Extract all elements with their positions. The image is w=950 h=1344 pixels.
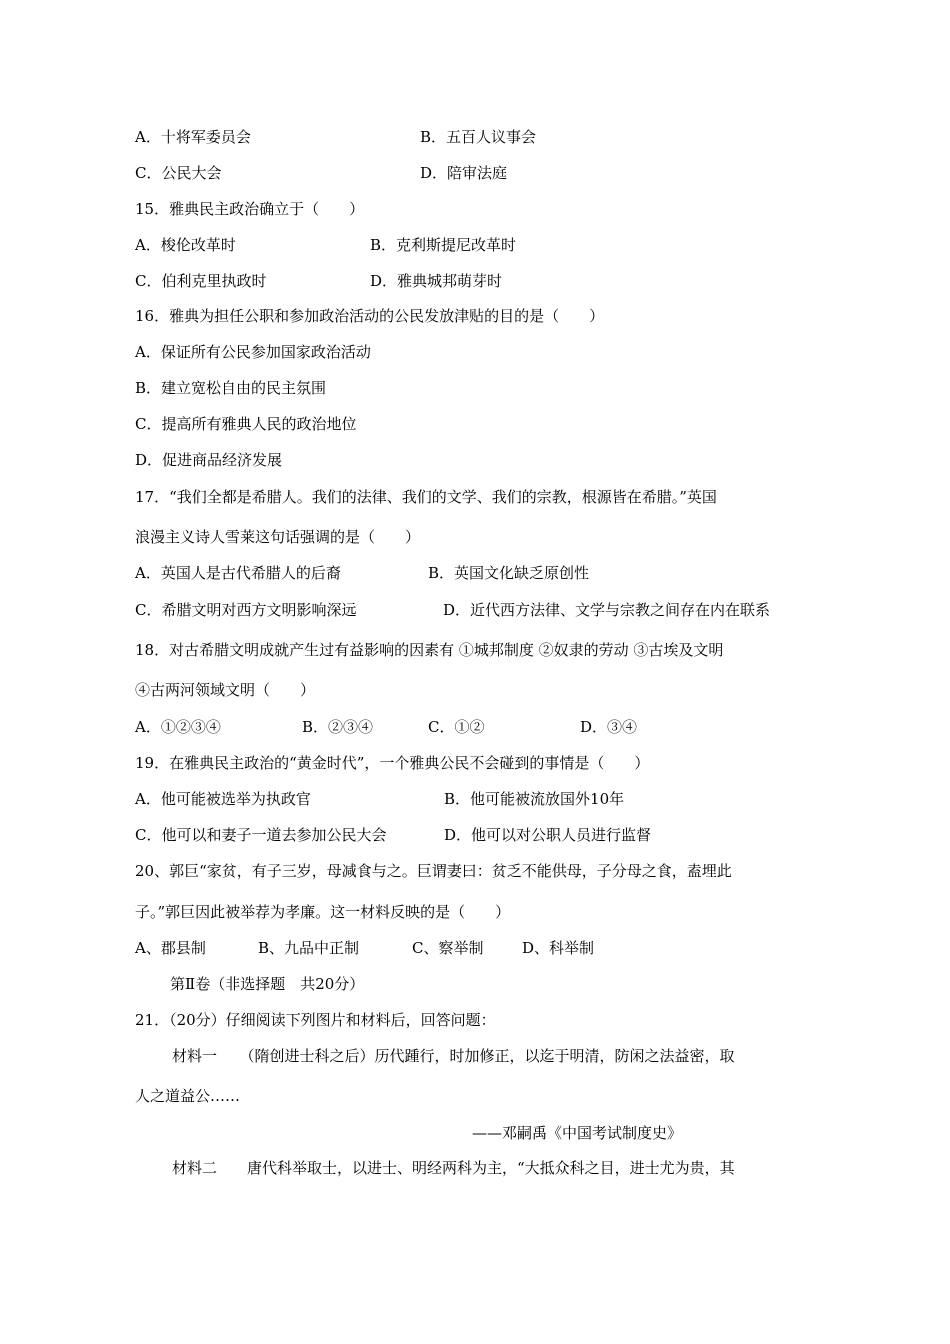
q18-option-d: D．③④ (580, 718, 638, 736)
q14-option-c: C．公民大会 (135, 164, 222, 182)
q21-material1-line2: 人之道益公…… (135, 1087, 241, 1105)
q15-option-b: B．克利斯提尼改革时 (370, 236, 517, 254)
q20-stem-line2: 子。”郭巨因此被举荐为孝廉。这一材料反映的是（ ） (135, 903, 511, 921)
q19-option-d: D．他可以对公职人员进行监督 (444, 826, 652, 844)
q21-material1-line1: 材料一 （隋创进士科之后）历代踵行，时加修正，以迄于明清，防闲之法益密，取 (172, 1047, 735, 1065)
q16-option-d: D．促进商品经济发展 (135, 451, 283, 469)
q17-stem-line2: 浪漫主义诗人雪莱这句话强调的是（ ） (135, 528, 421, 546)
q18-option-a: A．①②③④ (135, 718, 221, 736)
q14-option-d: D．陪审法庭 (420, 164, 508, 182)
q17-option-c: C．希腊文明对西方文明影响深远 (135, 601, 357, 619)
q19-option-b: B．他可能被流放国外10年 (444, 790, 625, 808)
q20-option-c: C、察举制 (412, 939, 484, 957)
q18-stem-line1: 18．对古希腊文明成就产生过有益影响的因素有 ①城邦制度 ②奴隶的劳动 ③古埃及文明 (135, 641, 724, 659)
q19-stem: 19．在雅典民主政治的“黄金时代”，一个雅典公民不会碰到的事情是（ ） (135, 754, 650, 772)
q19-option-a: A．他可能被选举为执政官 (135, 790, 311, 808)
q15-option-d: D．雅典城邦萌芽时 (370, 272, 503, 290)
q18-option-c: C．①② (428, 718, 485, 736)
q15-option-c: C．伯利克里执政时 (135, 272, 267, 290)
q14-option-b: B．五百人议事会 (420, 128, 537, 146)
q14-option-a: A．十将军委员会 (135, 128, 251, 146)
q17-option-a: A．英国人是古代希腊人的后裔 (135, 564, 341, 582)
q18-stem-line2: ④古两河领域文明（ ） (135, 681, 316, 699)
q17-option-d: D．近代西方法律、文学与宗教之间存在内在联系 (443, 601, 771, 619)
q20-option-d: D、科举制 (522, 939, 595, 957)
q20-stem-line1: 20、郭巨“家贫，有子三岁，母减食与之。巨谓妻曰：贫乏不能供母，子分母之食，盍埋此 (135, 862, 732, 880)
q16-stem: 16．雅典为担任公职和参加政治活动的公民发放津贴的目的是（ ） (135, 307, 605, 325)
q16-option-a: A．保证所有公民参加国家政治活动 (135, 343, 371, 361)
q20-option-a: A、郡县制 (135, 939, 206, 957)
q18-option-b: B．②③④ (302, 718, 374, 736)
q19-option-c: C．他可以和妻子一道去参加公民大会 (135, 826, 387, 844)
q21-stem: 21．（20分）仔细阅读下列图片和材料后，回答问题： (135, 1011, 496, 1029)
q15-stem: 15．雅典民主政治确立于（ ） (135, 200, 365, 218)
q20-option-b: B、九品中正制 (258, 939, 360, 957)
q21-material1-source: ——邓嗣禹《中国考试制度史》 (472, 1124, 683, 1142)
q16-option-b: B．建立宽松自由的民主氛围 (135, 379, 327, 397)
q17-option-b: B．英国文化缺乏原创性 (428, 564, 590, 582)
q21-material2-line1: 材料二 唐代科举取士，以进士、明经两科为主，“大抵众科之目，进士尤为贵，其 (172, 1159, 735, 1177)
section2-heading: 第Ⅱ卷（非选择题 共20分） (170, 975, 365, 993)
q15-option-a: A．梭伦改革时 (135, 236, 236, 254)
q17-stem-line1: 17．“我们全都是希腊人。我们的法律、我们的文学、我们的宗教，根源皆在希腊。”英国 (135, 488, 717, 506)
q16-option-c: C．提高所有雅典人民的政治地位 (135, 415, 357, 433)
